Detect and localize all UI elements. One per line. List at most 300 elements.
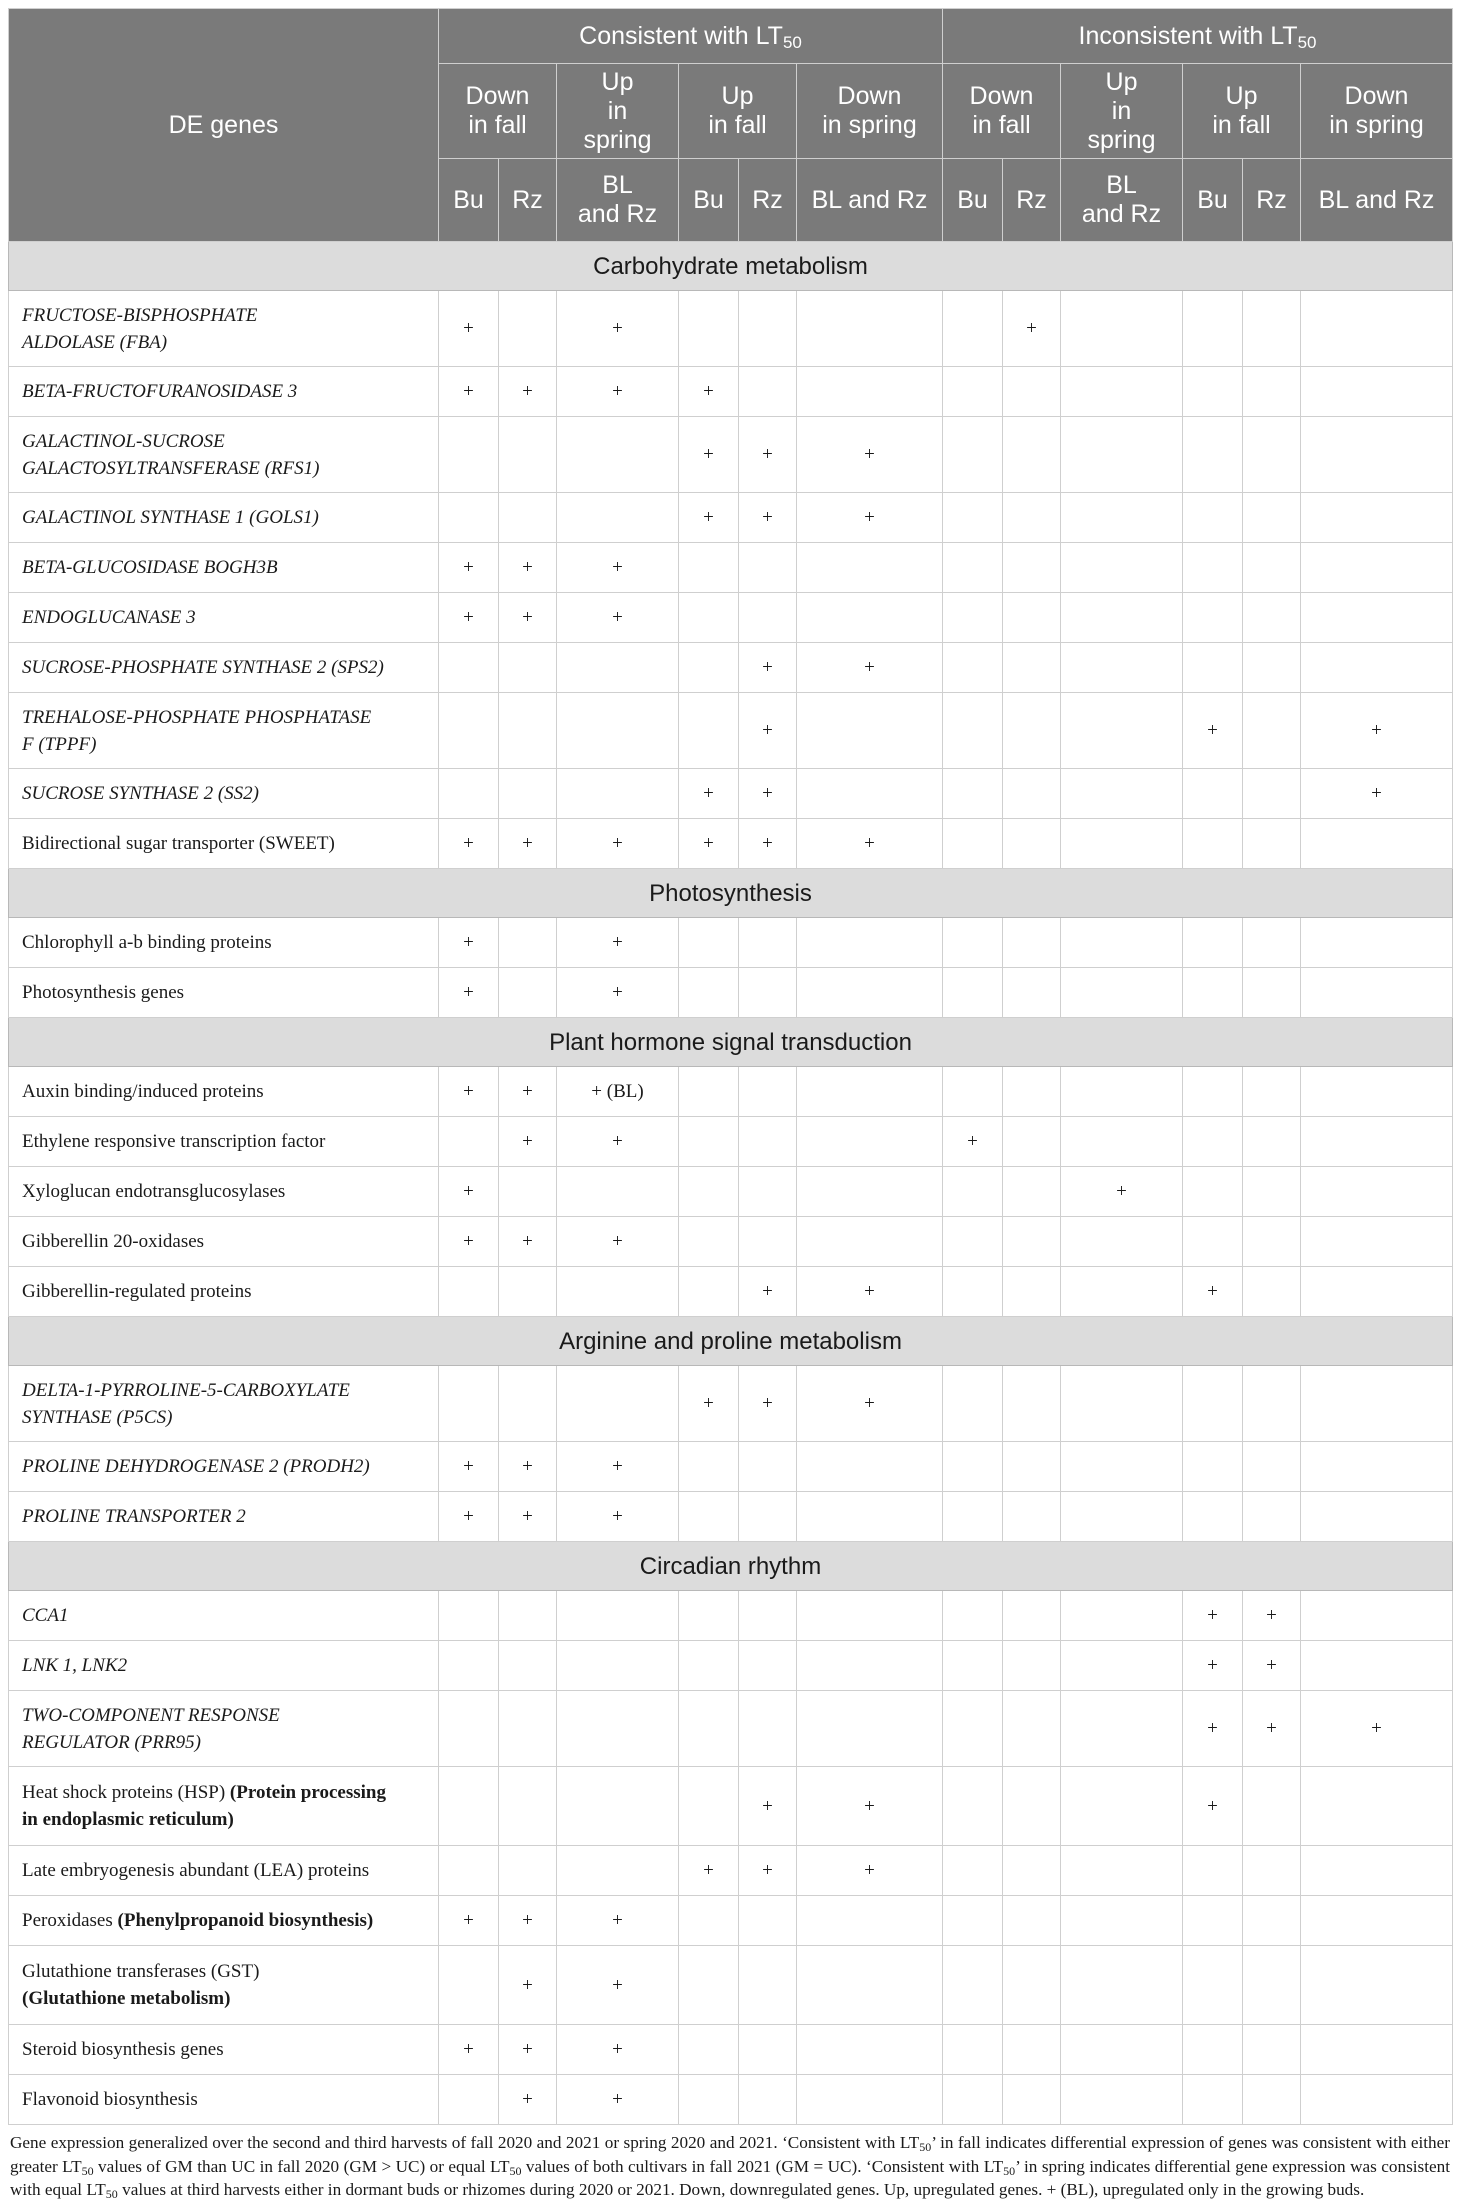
de-genes-table	[8, 8, 1453, 2125]
expression-mark	[1003, 493, 1061, 543]
expression-mark	[943, 593, 1003, 643]
expression-mark	[1061, 2075, 1183, 2125]
expression-mark	[1301, 593, 1453, 643]
pathway-label: (Phenylpropanoid biosynthesis)	[117, 1910, 374, 1931]
expression-mark	[943, 1896, 1003, 1946]
expression-mark	[679, 693, 739, 769]
expression-mark	[1183, 819, 1243, 869]
expression-mark	[1183, 643, 1243, 693]
expression-mark	[943, 968, 1003, 1018]
expression-mark: +	[557, 291, 679, 367]
expression-mark	[679, 1492, 739, 1542]
expression-mark: +	[439, 367, 499, 417]
expression-mark	[1243, 2025, 1301, 2075]
expression-mark	[797, 1641, 943, 1691]
expression-mark	[1003, 593, 1061, 643]
expression-mark: +	[499, 543, 557, 593]
header-tissue: Rz	[1243, 159, 1301, 242]
expression-mark	[1003, 968, 1061, 1018]
expression-mark	[1183, 1167, 1243, 1217]
expression-mark	[1003, 1217, 1061, 1267]
expression-mark	[557, 1167, 679, 1217]
header-direction: Down in fall	[943, 64, 1061, 159]
expression-mark	[557, 1691, 679, 1767]
expression-mark	[943, 1591, 1003, 1641]
expression-mark	[1301, 1067, 1453, 1117]
expression-mark: +	[439, 2025, 499, 2075]
header-group-consistent: Consistent with $LT_{50}$	[439, 9, 943, 64]
expression-mark: +	[1301, 769, 1453, 819]
expression-mark	[797, 1492, 943, 1542]
table-row	[9, 1767, 1453, 1846]
expression-mark	[1243, 1117, 1301, 1167]
expression-mark: +	[679, 493, 739, 543]
table-row	[9, 1267, 1453, 1317]
table-row	[9, 1641, 1453, 1691]
expression-mark	[1003, 769, 1061, 819]
expression-mark	[557, 1641, 679, 1691]
table-row	[9, 1067, 1453, 1117]
header-direction: Down in spring	[1301, 64, 1453, 159]
expression-mark: +	[797, 493, 943, 543]
expression-mark	[1061, 543, 1183, 593]
table-row	[9, 543, 1453, 593]
expression-mark	[499, 643, 557, 693]
header-direction: Down in fall	[439, 64, 557, 159]
expression-mark	[1301, 1442, 1453, 1492]
expression-mark	[739, 2075, 797, 2125]
expression-mark	[1301, 1217, 1453, 1267]
expression-mark	[739, 543, 797, 593]
expression-mark	[499, 1691, 557, 1767]
expression-mark	[943, 1946, 1003, 2025]
gene-name: Ethylene responsive transcription factor	[9, 1117, 439, 1167]
expression-mark	[439, 1641, 499, 1691]
expression-mark	[439, 1267, 499, 1317]
expression-mark: +	[739, 1366, 797, 1442]
expression-mark: +	[499, 1067, 557, 1117]
table-row	[9, 2025, 1453, 2075]
expression-mark	[679, 643, 739, 693]
expression-mark: +	[557, 918, 679, 968]
expression-mark	[943, 1067, 1003, 1117]
header-tissue: Rz	[1003, 159, 1061, 242]
expression-mark	[797, 367, 943, 417]
gene-name: Photosynthesis genes	[9, 968, 439, 1018]
header-tissue: Bu	[1183, 159, 1243, 242]
gene-name: Auxin binding/induced proteins	[9, 1067, 439, 1117]
expression-mark	[943, 367, 1003, 417]
expression-mark	[1183, 1846, 1243, 1896]
expression-mark: +	[499, 1117, 557, 1167]
gene-name: ENDOGLUCANASE 3	[9, 593, 439, 643]
expression-mark: +	[1183, 1641, 1243, 1691]
expression-mark	[439, 1591, 499, 1641]
table-row	[9, 593, 1453, 643]
expression-mark: +	[739, 819, 797, 869]
expression-mark: +	[557, 543, 679, 593]
expression-mark	[1061, 1267, 1183, 1317]
expression-mark	[1003, 1691, 1061, 1767]
expression-mark	[1243, 291, 1301, 367]
expression-mark	[1003, 1846, 1061, 1896]
expression-mark	[1061, 1442, 1183, 1492]
expression-mark	[439, 493, 499, 543]
header-direction: Up in spring	[1061, 64, 1183, 159]
header-direction: Up in fall	[679, 64, 797, 159]
expression-mark	[1243, 1167, 1301, 1217]
expression-mark: +	[499, 593, 557, 643]
gene-name: TREHALOSE-PHOSPHATE PHOSPHATASE F (TPPF)	[9, 693, 439, 769]
expression-mark: +	[499, 1492, 557, 1542]
expression-mark	[1003, 1267, 1061, 1317]
expression-mark: +	[679, 769, 739, 819]
header-direction: Down in spring	[797, 64, 943, 159]
expression-mark	[1061, 367, 1183, 417]
expression-mark	[1301, 2025, 1453, 2075]
expression-mark	[1301, 367, 1453, 417]
expression-mark	[739, 968, 797, 1018]
expression-mark	[1061, 1946, 1183, 2025]
expression-mark	[1301, 819, 1453, 869]
expression-mark: +	[439, 1167, 499, 1217]
expression-mark	[1061, 493, 1183, 543]
expression-mark	[1003, 2025, 1061, 2075]
expression-mark	[1243, 1366, 1301, 1442]
expression-mark	[679, 2025, 739, 2075]
pathway-label: (Protein processing in endoplasmic reticulum)	[22, 1782, 386, 1830]
expression-mark	[1061, 918, 1183, 968]
expression-mark: +	[679, 819, 739, 869]
expression-mark: +	[739, 643, 797, 693]
expression-mark	[1243, 693, 1301, 769]
table-row	[9, 643, 1453, 693]
expression-mark	[679, 1117, 739, 1167]
expression-mark	[1183, 1067, 1243, 1117]
expression-mark	[943, 1767, 1003, 1846]
expression-mark	[439, 2075, 499, 2125]
table-row	[9, 1691, 1453, 1767]
expression-mark: +	[797, 1267, 943, 1317]
expression-mark	[797, 1442, 943, 1492]
gene-name: PROLINE DEHYDROGENASE 2 (PRODH2)	[9, 1442, 439, 1492]
expression-mark	[499, 1767, 557, 1846]
expression-mark	[679, 1167, 739, 1217]
table-row	[9, 1591, 1453, 1641]
expression-mark	[439, 693, 499, 769]
expression-mark: +	[439, 968, 499, 1018]
expression-mark	[1301, 291, 1453, 367]
expression-mark	[1061, 1691, 1183, 1767]
expression-mark	[557, 769, 679, 819]
expression-mark: +	[679, 367, 739, 417]
expression-mark: +	[557, 1492, 679, 1542]
expression-mark	[1003, 643, 1061, 693]
expression-mark: +	[1243, 1641, 1301, 1691]
gene-name: Late embryogenesis abundant (LEA) proteins	[9, 1846, 439, 1896]
header-tissue: Bu	[943, 159, 1003, 242]
expression-mark: +	[439, 593, 499, 643]
expression-mark	[1183, 1492, 1243, 1542]
expression-mark: +	[557, 968, 679, 1018]
expression-mark	[499, 968, 557, 1018]
expression-mark	[557, 693, 679, 769]
expression-mark: +	[499, 2025, 557, 2075]
table-row	[9, 819, 1453, 869]
expression-mark	[439, 769, 499, 819]
expression-mark	[1003, 543, 1061, 593]
expression-mark	[1061, 1117, 1183, 1167]
expression-mark: +	[439, 918, 499, 968]
expression-mark	[797, 1946, 943, 2025]
expression-mark	[1243, 1267, 1301, 1317]
expression-mark	[797, 2075, 943, 2125]
gene-name: Flavonoid biosynthesis	[9, 2075, 439, 2125]
expression-mark	[1003, 1641, 1061, 1691]
expression-mark	[439, 1846, 499, 1896]
expression-mark	[1061, 2025, 1183, 2075]
expression-mark: +	[499, 1217, 557, 1267]
expression-mark	[1301, 1846, 1453, 1896]
expression-mark: +	[797, 819, 943, 869]
expression-mark	[1183, 291, 1243, 367]
expression-mark	[679, 1691, 739, 1767]
expression-mark	[1301, 493, 1453, 543]
gene-name: CCA1	[9, 1591, 439, 1641]
expression-mark	[943, 2075, 1003, 2125]
expression-mark	[439, 1691, 499, 1767]
gene-name: Bidirectional sugar transporter (SWEET)	[9, 819, 439, 869]
expression-mark	[499, 918, 557, 968]
expression-mark: +	[439, 819, 499, 869]
expression-mark	[943, 1217, 1003, 1267]
table-row	[9, 1167, 1453, 1217]
expression-mark: +	[739, 1767, 797, 1846]
expression-mark	[943, 693, 1003, 769]
expression-mark	[943, 291, 1003, 367]
gene-name: Gibberellin 20-oxidases	[9, 1217, 439, 1267]
expression-mark	[1003, 1946, 1061, 2025]
expression-mark	[1243, 1217, 1301, 1267]
table-row	[9, 493, 1453, 543]
expression-mark	[499, 1366, 557, 1442]
expression-mark: +	[739, 1846, 797, 1896]
expression-mark: +	[1061, 1167, 1183, 1217]
expression-mark	[1243, 367, 1301, 417]
expression-mark	[1243, 417, 1301, 493]
expression-mark	[943, 819, 1003, 869]
header-tissue: BL and Rz	[797, 159, 943, 242]
expression-mark	[1061, 291, 1183, 367]
expression-mark: +	[797, 643, 943, 693]
expression-mark	[1301, 1117, 1453, 1167]
expression-mark	[1183, 1946, 1243, 2025]
expression-mark: +	[439, 1217, 499, 1267]
table-row	[9, 1442, 1453, 1492]
table-row	[9, 1896, 1453, 1946]
gene-name: GALACTINOL SYNTHASE 1 (GOLS1)	[9, 493, 439, 543]
gene-name: Heat shock proteins (HSP) (Protein processing in endoplasmic reticulum)	[9, 1767, 439, 1846]
expression-mark	[679, 1767, 739, 1846]
expression-mark	[943, 918, 1003, 968]
expression-mark	[1183, 918, 1243, 968]
expression-mark	[739, 1167, 797, 1217]
table-figure	[8, 8, 1452, 2202]
expression-mark	[679, 918, 739, 968]
expression-mark	[1061, 643, 1183, 693]
header-tissue: Rz	[739, 159, 797, 242]
expression-mark	[739, 593, 797, 643]
expression-mark	[1301, 417, 1453, 493]
expression-mark	[557, 1767, 679, 1846]
expression-mark	[557, 643, 679, 693]
expression-mark: +	[1301, 1691, 1453, 1767]
expression-mark	[797, 1896, 943, 1946]
expression-mark	[797, 1117, 943, 1167]
expression-mark	[1243, 1492, 1301, 1542]
expression-mark: +	[1183, 693, 1243, 769]
expression-mark	[1003, 1492, 1061, 1542]
expression-mark	[499, 769, 557, 819]
expression-mark	[1301, 918, 1453, 968]
expression-mark	[1003, 819, 1061, 869]
expression-mark	[1183, 1217, 1243, 1267]
expression-mark	[739, 2025, 797, 2075]
expression-mark	[1183, 968, 1243, 1018]
expression-mark	[1003, 1167, 1061, 1217]
expression-mark	[739, 291, 797, 367]
expression-mark	[1061, 968, 1183, 1018]
expression-mark	[1243, 968, 1301, 1018]
expression-mark	[439, 417, 499, 493]
expression-mark	[1003, 1442, 1061, 1492]
gene-name: Peroxidases (Phenylpropanoid biosynthesis)	[9, 1896, 439, 1946]
expression-mark	[499, 291, 557, 367]
expression-mark	[1183, 593, 1243, 643]
expression-mark	[557, 1366, 679, 1442]
expression-mark	[1183, 2025, 1243, 2075]
expression-mark	[1183, 417, 1243, 493]
expression-mark: +	[1301, 693, 1453, 769]
expression-mark	[679, 593, 739, 643]
table-row	[9, 291, 1453, 367]
expression-mark	[1301, 1366, 1453, 1442]
expression-mark	[1003, 1896, 1061, 1946]
expression-mark: +	[557, 2075, 679, 2125]
header-direction: Up in fall	[1183, 64, 1301, 159]
expression-mark: +	[557, 819, 679, 869]
expression-mark	[797, 918, 943, 968]
expression-mark: +	[499, 1442, 557, 1492]
expression-mark: +	[739, 493, 797, 543]
expression-mark	[439, 1366, 499, 1442]
expression-mark	[499, 1846, 557, 1896]
gene-name: FRUCTOSE-BISPHOSPHATE ALDOLASE (FBA)	[9, 291, 439, 367]
header-tissue: BL and Rz	[1301, 159, 1453, 242]
expression-mark	[1243, 1442, 1301, 1492]
expression-mark	[797, 1167, 943, 1217]
expression-mark	[943, 1846, 1003, 1896]
expression-mark	[1243, 819, 1301, 869]
expression-mark	[1301, 1641, 1453, 1691]
expression-mark: +	[499, 367, 557, 417]
header-tissue: Rz	[499, 159, 557, 242]
expression-mark	[1243, 769, 1301, 819]
expression-mark	[499, 1591, 557, 1641]
expression-mark	[1061, 1492, 1183, 1542]
expression-mark	[499, 493, 557, 543]
section-header: Carbohydrate metabolism	[9, 242, 1453, 291]
expression-mark: +	[797, 1846, 943, 1896]
gene-name: BETA-GLUCOSIDASE BOGH3B	[9, 543, 439, 593]
expression-mark	[1003, 367, 1061, 417]
expression-mark	[1243, 493, 1301, 543]
expression-mark	[1301, 1896, 1453, 1946]
expression-mark	[1243, 1767, 1301, 1846]
expression-mark: +	[797, 1767, 943, 1846]
table-row	[9, 1117, 1453, 1167]
expression-mark	[943, 643, 1003, 693]
header-tissue: Bu	[679, 159, 739, 242]
expression-mark	[679, 968, 739, 1018]
expression-mark	[739, 1442, 797, 1492]
header-group-inconsistent: Inconsistent with $LT_{50}$	[943, 9, 1453, 64]
gene-name: Xyloglucan endotransglucosylases	[9, 1167, 439, 1217]
expression-mark: +	[439, 1896, 499, 1946]
expression-mark: +	[557, 593, 679, 643]
expression-mark	[797, 968, 943, 1018]
expression-mark	[1061, 1641, 1183, 1691]
expression-mark	[557, 1267, 679, 1317]
expression-mark	[797, 543, 943, 593]
gene-name: DELTA-1-PYRROLINE-5-CARBOXYLATE SYNTHASE (P5CS)	[9, 1366, 439, 1442]
table-row	[9, 693, 1453, 769]
expression-mark	[679, 1067, 739, 1117]
expression-mark	[1003, 1366, 1061, 1442]
expression-mark	[1061, 1591, 1183, 1641]
expression-mark: +	[1183, 1267, 1243, 1317]
expression-mark	[797, 593, 943, 643]
expression-mark	[1061, 819, 1183, 869]
expression-mark: +	[557, 1946, 679, 2025]
expression-mark	[1061, 1217, 1183, 1267]
expression-mark: +	[739, 1267, 797, 1317]
gene-name: TWO-COMPONENT RESPONSE REGULATOR (PRR95)	[9, 1691, 439, 1767]
expression-mark	[1061, 1896, 1183, 1946]
expression-mark	[739, 1067, 797, 1117]
section-header: Arginine and proline metabolism	[9, 1317, 1453, 1366]
expression-mark	[943, 1267, 1003, 1317]
expression-mark	[679, 1217, 739, 1267]
expression-mark	[1183, 1117, 1243, 1167]
expression-mark	[797, 693, 943, 769]
expression-mark	[1183, 367, 1243, 417]
expression-mark	[499, 693, 557, 769]
expression-mark	[1301, 1946, 1453, 2025]
expression-mark: +	[679, 1846, 739, 1896]
expression-mark	[1003, 417, 1061, 493]
gene-name: SUCROSE SYNTHASE 2 (SS2)	[9, 769, 439, 819]
expression-mark: +	[1003, 291, 1061, 367]
expression-mark	[1301, 643, 1453, 693]
expression-mark	[679, 1442, 739, 1492]
expression-mark	[739, 1641, 797, 1691]
expression-mark	[1003, 1067, 1061, 1117]
expression-mark	[797, 769, 943, 819]
expression-mark	[1183, 543, 1243, 593]
expression-mark	[1183, 1442, 1243, 1492]
expression-mark: +	[1183, 1691, 1243, 1767]
